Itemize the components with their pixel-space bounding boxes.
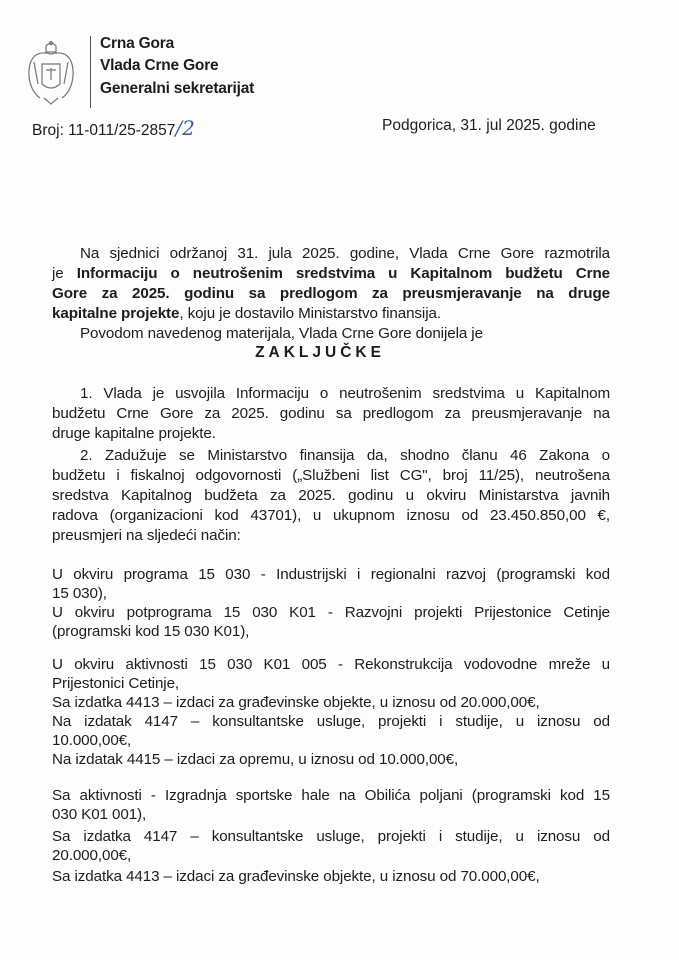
- text-line: [80, 245, 610, 263]
- text-segment: Na sjednici održanoj 31. jula 2025. godine, Vlada Crne Gore razmotrila: [80, 245, 610, 262]
- bold-text: Informaciju o neutrošenim sredstvima u Kapitalnom budžetu Crne: [76, 265, 610, 282]
- text-segment: budžetu Crne Gore za 2025. godinu sa predlogom za preusmjeravanje na: [52, 405, 610, 422]
- text-line: [52, 405, 610, 423]
- text-segment: budžetu i fiskalnoj odgovornosti („Službeni list CG", broj 11/25), neutrošena: [52, 467, 610, 484]
- text-segment: 030 K01 001),: [52, 806, 147, 823]
- text-segment: preusmjeri na sljedeći način:: [52, 527, 241, 544]
- text-line: [52, 487, 610, 505]
- handwritten-suffix: /2: [175, 116, 195, 140]
- text-segment: Sa izdatka 4413 – izdaci za građevinske objekte, u iznosu od 70.000,00€,: [52, 868, 540, 885]
- text-line: [52, 265, 610, 283]
- text-segment: U okviru potprograma 15 030 K01 - Razvojni projekti Prijestonice Cetinje: [52, 604, 610, 621]
- text-line: [52, 868, 540, 886]
- text-line: [52, 675, 179, 693]
- text-segment: Na izdatak 4147 – konsultantske usluge, projekti i studije, u iznosu od: [52, 713, 610, 730]
- text-segment: Prijestonici Cetinje,: [52, 675, 180, 692]
- bold-text: kapitalne projekte: [52, 305, 180, 322]
- text-segment: U okviru programa 15 030 - Industrijski i regionalni razvoj (programski kod: [52, 566, 610, 583]
- text-segment: 20.000,00€,: [52, 847, 132, 864]
- text-segment: U okviru aktivnosti 15 030 K01 005 - Rekonstrukcija vodovodne mreže u: [52, 656, 610, 673]
- text-line: [52, 732, 131, 750]
- text-line: [52, 467, 610, 485]
- text-segment: radova (organizacioni kod 43701), u ukupnom iznosu od 23.450.850,00 €,: [52, 507, 610, 524]
- text-segment: druge kapitalne projekte.: [52, 425, 216, 442]
- text-segment: sredstva Kapitalnog budžeta za 2025. godinu u okviru Ministarstva javnih: [52, 487, 610, 504]
- text-line: [80, 447, 610, 465]
- text-segment: 15 030),: [52, 585, 107, 602]
- text-line: [52, 604, 610, 622]
- text-line: [52, 694, 540, 712]
- text-line: [52, 828, 610, 846]
- text-segment: , koju je dostavilo Ministarstvo finansija.: [179, 305, 441, 322]
- text-line: [52, 585, 107, 603]
- text-line: [52, 751, 458, 769]
- text-line: [52, 806, 146, 824]
- place-date: Podgorica, 31. jul 2025. godine: [382, 117, 596, 134]
- section-title: ZAKLJUČKE: [255, 344, 385, 361]
- text-segment: je: [52, 265, 77, 282]
- text-line: [52, 656, 610, 674]
- header-government: Vlada Crne Gore: [100, 57, 219, 74]
- text-segment: Sa izdatka 4413 – izdaci za građevinske objekte, u iznosu od 20.000,00€,: [52, 694, 540, 711]
- coat-of-arms-icon: [26, 40, 76, 108]
- text-segment: 10.000,00€,: [52, 732, 132, 749]
- text-segment: Povodom navedenog materijala, Vlada Crne Gore donijela je: [80, 325, 483, 342]
- text-line: [52, 623, 249, 641]
- text-segment: Sa izdatka 4147 – konsultantske usluge, projekti i studije, u iznosu od: [52, 828, 610, 845]
- text-segment: Sa aktivnosti - Izgradnja sportske hale na Obilića poljani (programski kod 15: [52, 787, 610, 804]
- text-line: [52, 847, 131, 865]
- text-segment: (programski kod 15 030 K01),: [52, 623, 250, 640]
- header-divider: [90, 36, 91, 108]
- text-segment: 1. Vlada je usvojila Informaciju o neutrošenim sredstvima u Kapitalnom: [80, 385, 610, 402]
- text-line: [52, 285, 610, 303]
- text-line: [52, 507, 610, 525]
- header-country: Crna Gora: [100, 35, 174, 52]
- text-line: [52, 713, 610, 731]
- text-line: [52, 527, 241, 545]
- text-segment: Na izdatak 4415 – izdaci za opremu, u iznosu od 10.000,00€,: [52, 751, 459, 768]
- text-line: [52, 305, 441, 323]
- document-number: [32, 116, 195, 140]
- bold-text: Gore za 2025. godinu sa predlogom za preusmjeravanje na druge: [52, 285, 610, 302]
- text-line: [52, 566, 610, 584]
- text-segment: 2. Zadužuje se Ministarstvo finansija da, shodno članu 46 Zakona o: [80, 447, 610, 464]
- text-line: [80, 385, 610, 403]
- document-number-label: Broj: 11-011/25-2857: [32, 122, 176, 139]
- header-secretariat: Generalni sekretarijat: [100, 80, 255, 97]
- text-line: [80, 325, 483, 343]
- text-line: [52, 425, 216, 443]
- text-line: [52, 787, 610, 805]
